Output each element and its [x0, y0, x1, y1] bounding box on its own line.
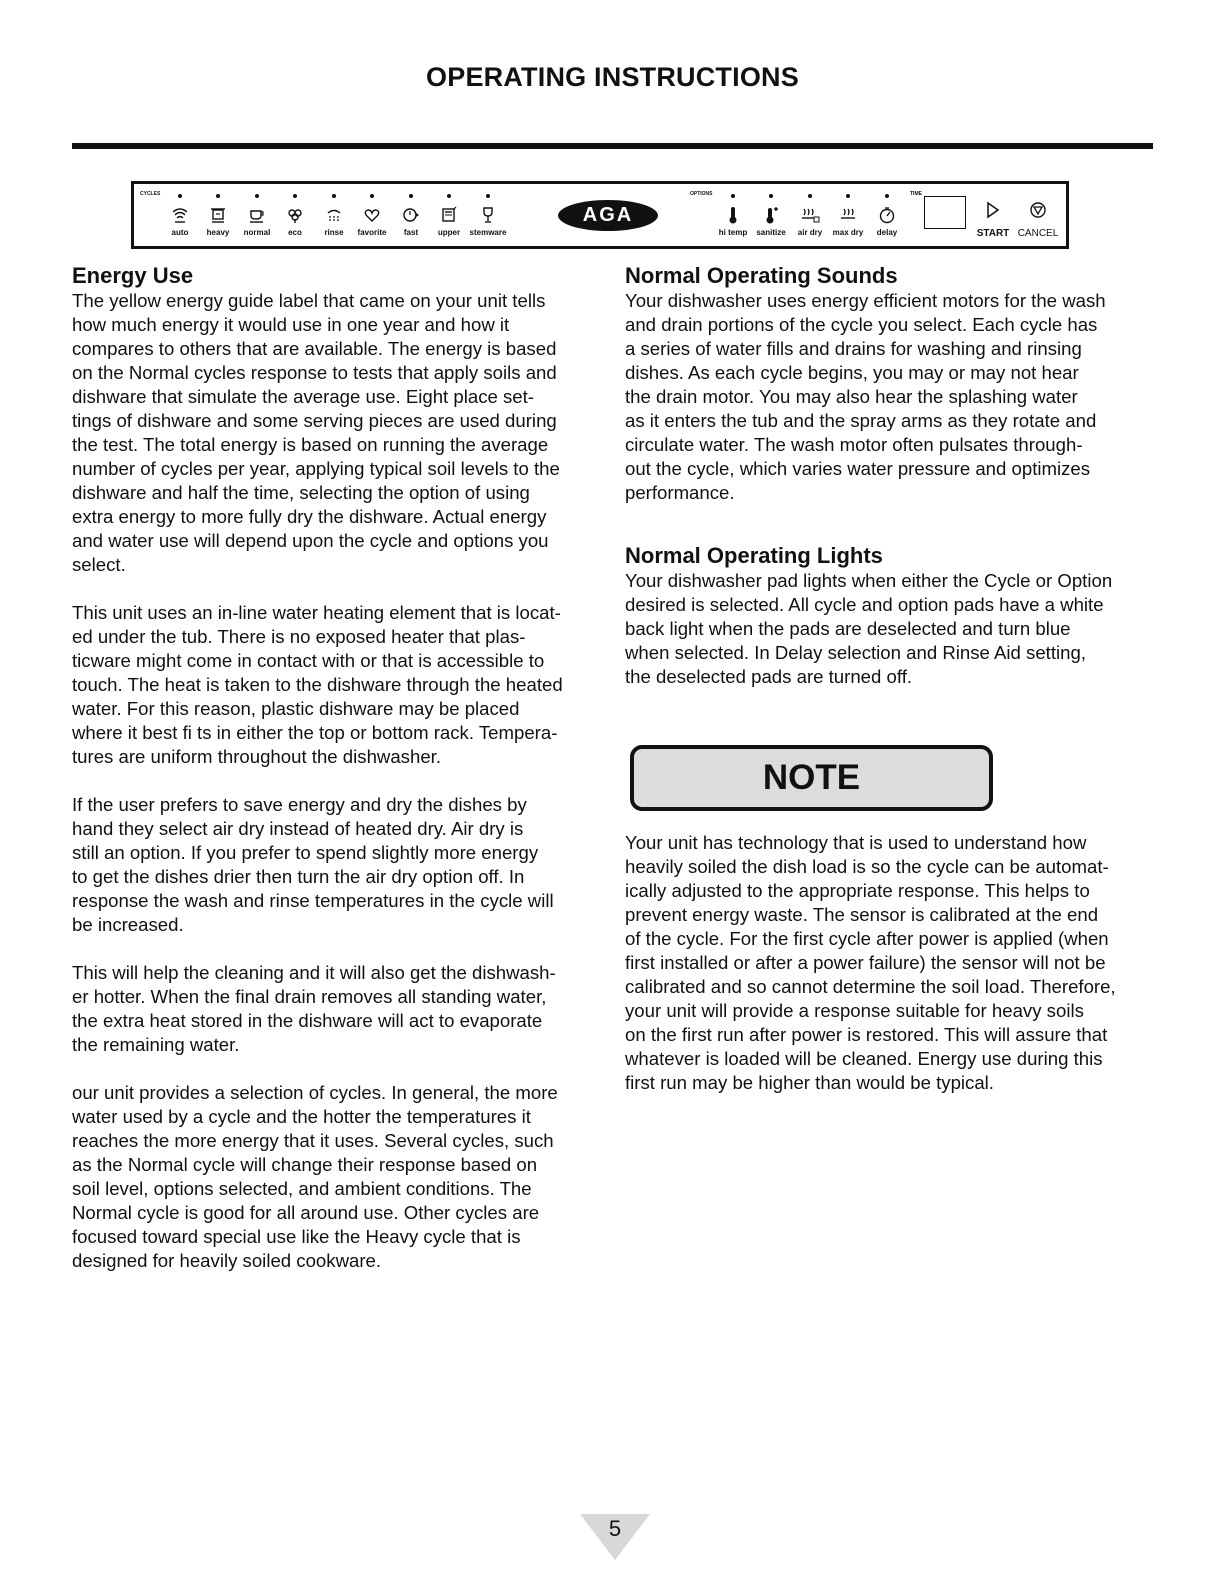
note-column — [625, 831, 1165, 1095]
right-column — [625, 263, 1165, 689]
heart-icon — [352, 204, 392, 226]
cancel-label: CANCEL — [1017, 228, 1059, 239]
pad-label: normal — [243, 228, 271, 237]
play-icon — [985, 201, 1001, 219]
energy-use-paragraph-4: This will help the cleaning and it will also get the dishwash- er hotter. When the final drain removes all standing water, the extra heat stored in the dishware will act to evaporate the remaining water. — [72, 962, 556, 1055]
time-label: TIME — [910, 191, 922, 197]
options-label: OPTIONS — [690, 191, 713, 197]
left-column — [72, 263, 612, 1273]
pad-normal — [237, 192, 277, 237]
sounds-heading: Normal Operating Sounds — [625, 263, 898, 288]
spray-icon — [314, 204, 354, 226]
energy-use-paragraph-3: If the user prefers to save energy and dry the dishes by hand they select air dry instead of heated dry. Air dry is still an option. If you prefer to spend slightly more energy to get the dishes drier then turn the air dry option off. In response the wash and rinse temperatures in the cycle will be increased. — [72, 794, 554, 935]
page-number: 5 — [608, 1516, 622, 1541]
pad-label: stemware — [469, 228, 507, 237]
steam-icon — [828, 204, 868, 226]
pad-auto — [160, 192, 200, 237]
pad-label: max dry — [832, 228, 864, 237]
start-label: START — [976, 228, 1010, 239]
pad-rinse — [314, 192, 354, 237]
lights-heading: Normal Operating Lights — [625, 543, 883, 568]
wine-glass-icon — [468, 204, 508, 226]
pad-label: heavy — [206, 228, 230, 237]
cancel-icon — [1029, 201, 1047, 219]
control-panel-illustration — [131, 181, 1069, 249]
aga-logo: AGA — [558, 200, 658, 231]
pad-label: rinse — [324, 228, 344, 237]
lights-paragraph: Your dishwasher pad lights when either the Cycle or Option desired is selected. All cycle and option pads have a white back light when the pads are deselected and turn blue when selected. In Delay selection and Rinse Aid setting, the deselected pads are turned off. — [625, 570, 1113, 687]
leaf-icon — [275, 204, 315, 226]
energy-use-paragraph-5: our unit provides a selection of cycles. In general, the more water used by a cycle and the hotter the temperatures it reaches the more energy that it uses. Several cycles, such as the Normal cycle will change their response based on soil level, options selected, and ambient conditions. The Normal cycle is good for all around use. Other cycles are focused toward special use like the Heavy cycle that is designed for heavily soiled cookware. — [72, 1082, 558, 1271]
pad-stemware — [468, 192, 508, 237]
pad-label: fast — [403, 228, 419, 237]
auto-icon — [160, 204, 200, 226]
pad-hi-temp — [713, 192, 753, 237]
pad-label: air dry — [797, 228, 823, 237]
pad-label: sanitize — [756, 228, 786, 237]
note-paragraph: Your unit has technology that is used to understand how heavily soiled the dish load is so the cycle can be automat- ically adjusted to the appropriate response. This helps to prevent energy waste. The sensor is calibrated at the end of the cycle. For the first cycle after power is applied (when first installed or after a power failure) the sensor will not be calibrated and so cannot determine the soil load. Therefore, your unit will provide a response suitable for heavy soils on the first run after power is restored. This will assure that whatever is loaded will be cleaned. Energy use during this first run may be higher than would be typical. — [625, 832, 1116, 1093]
pad-favorite — [352, 192, 392, 237]
pad-label: auto — [171, 228, 189, 237]
header-rule — [72, 143, 1153, 149]
pad-max-dry — [828, 192, 868, 237]
pot-icon — [198, 204, 238, 226]
page-title: OPERATING INSTRUCTIONS — [426, 62, 799, 92]
pad-air-dry — [790, 192, 830, 237]
pad-label: eco — [288, 228, 302, 237]
pad-upper — [429, 192, 469, 237]
pad-delay — [867, 192, 907, 237]
cup-icon — [237, 204, 277, 226]
thermometer-icon — [713, 204, 753, 226]
pad-sanitize — [751, 192, 791, 237]
energy-use-paragraph-2: This unit uses an in-line water heating element that is locat- ed under the tub. There is no exposed heater that plas- ticware might come in contact with or that is accessible to touch. The heat is taken to the dishware through the heated water. For this reason, plastic dishware may be placed where it best fi ts in either the top or bottom rack. Tempera- tures are uniform throughout the dishwasher. — [72, 602, 563, 767]
pad-fast — [391, 192, 431, 237]
pad-eco — [275, 192, 315, 237]
energy-use-paragraph-1: The yellow energy guide label that came on your unit tells how much energy it would use in one year and how it compares to others that are available. The energy is based on the Normal cycles response to tests that apply soils and dishware that simulate the average use. Eight place set- tings of dishware and some serving pieces are used during the test. The total energy is based on running the average number of cycles per year, applying typical soil levels to the dishware and half the time, selecting the option of using extra energy to more fully dry the dishware. Actual energy and water use will depend upon the cycle and options you select. — [72, 290, 560, 575]
air-dry-icon — [790, 204, 830, 226]
pad-label: favorite — [357, 228, 387, 237]
clock-icon — [867, 204, 907, 226]
energy-use-heading: Energy Use — [72, 263, 194, 288]
thermometer-plus-icon — [751, 204, 791, 226]
pad-label: hi temp — [718, 228, 748, 237]
sounds-paragraph: Your dishwasher uses energy efficient motors for the wash and drain portions of the cycle you select. Each cycle has a series of water fills and drains for washing and rinsing dishes. As each cycle begins, you may or may not hear the drain motor. You may also hear the splashing water as it enters the tub and the spray arms as they rotate and circulate water. The wash motor often pulsates through- out the cycle, which varies water pressure and optimizes performance. — [625, 290, 1106, 503]
pad-label: delay — [876, 228, 898, 237]
upper-rack-icon — [429, 204, 469, 226]
fast-clock-icon — [391, 204, 431, 226]
note-box: NOTE — [630, 745, 993, 811]
start-pad — [971, 201, 1015, 239]
time-display — [924, 196, 966, 229]
cycles-label: CYCLES — [140, 191, 161, 197]
cancel-pad — [1016, 201, 1060, 239]
pad-label: upper — [437, 228, 461, 237]
pad-heavy — [198, 192, 238, 237]
